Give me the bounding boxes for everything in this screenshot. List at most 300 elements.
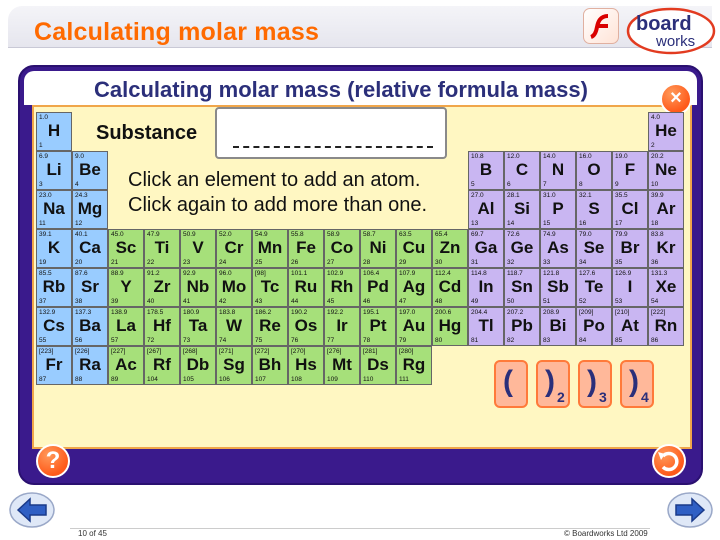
atomic-mass: 197.0 (399, 309, 416, 316)
element-ti-button[interactable] (144, 229, 180, 268)
close-bracket-4-button[interactable] (620, 360, 654, 408)
atomic-mass: 16.0 (579, 153, 592, 160)
element-p-button[interactable] (540, 190, 576, 229)
element-al-button[interactable] (468, 190, 504, 229)
element-bh-button[interactable] (252, 346, 288, 385)
atomic-mass: [209] (579, 309, 594, 316)
element-au-button[interactable] (396, 307, 432, 346)
atomic-mass: 127.6 (579, 270, 596, 277)
element-symbol: Mn (257, 238, 283, 257)
element-te-button[interactable] (576, 268, 612, 307)
atomic-mass: 63.5 (399, 231, 412, 238)
element-ag-button[interactable] (396, 268, 432, 307)
element-symbol: Zn (439, 238, 461, 257)
atomic-number: 31 (471, 259, 479, 266)
element-symbol: I (627, 277, 633, 296)
element-rh-button[interactable] (324, 268, 360, 307)
atomic-mass: 183.8 (219, 309, 236, 316)
atomic-number: 46 (363, 298, 371, 305)
atomic-number: 21 (111, 259, 119, 266)
element-cd-button[interactable] (432, 268, 468, 307)
element-symbol: B (479, 160, 493, 179)
element-mt-button[interactable] (324, 346, 360, 385)
element-c-button[interactable] (504, 151, 540, 190)
atomic-mass: [268] (183, 348, 198, 355)
element-bi-button[interactable] (540, 307, 576, 346)
atomic-number: 110 (363, 376, 374, 383)
element-fe-button[interactable] (288, 229, 324, 268)
element-symbol: Tl (478, 316, 494, 335)
atomic-number: 86 (651, 337, 659, 344)
element-cl-button[interactable] (612, 190, 648, 229)
element-symbol: Mo (221, 277, 247, 296)
element-nb-button[interactable] (180, 268, 216, 307)
element-po-button[interactable] (576, 307, 612, 346)
atomic-mass: 112.4 (435, 270, 451, 277)
substance-divider (233, 146, 433, 148)
element-rn-button[interactable] (648, 307, 684, 346)
element-la-button[interactable] (108, 307, 144, 346)
atomic-mass: [281] (363, 348, 378, 355)
bracket-subscript: 3 (599, 389, 607, 405)
atomic-mass: 74.9 (543, 231, 556, 238)
element-symbol: Y (120, 277, 132, 296)
atomic-number: 74 (219, 337, 227, 344)
close-bracket-2-button[interactable] (536, 360, 570, 408)
atomic-number: 4 (75, 181, 79, 188)
element-pb-button[interactable] (504, 307, 540, 346)
atomic-mass: 204.4 (471, 309, 488, 316)
atomic-number: 54 (651, 298, 659, 305)
atomic-number: 84 (579, 337, 587, 344)
element-symbol: Ru (294, 277, 318, 296)
atomic-number: 75 (255, 337, 263, 344)
atomic-mass: 12.0 (507, 153, 520, 160)
atomic-mass: 137.3 (75, 309, 92, 316)
atomic-mass: [227] (111, 348, 126, 355)
element-se-button[interactable] (576, 229, 612, 268)
element-ne-button[interactable] (648, 151, 684, 190)
atomic-mass: 28.1 (507, 192, 520, 199)
element-ds-button[interactable] (360, 346, 396, 385)
element-symbol: He (655, 121, 677, 140)
atomic-mass: 200.6 (435, 309, 452, 316)
element-i-button[interactable] (612, 268, 648, 307)
element-symbol: Ca (79, 238, 101, 257)
atomic-number: 104 (147, 376, 158, 383)
atomic-mass: [271] (219, 348, 234, 355)
atomic-number: 32 (507, 259, 515, 266)
atomic-number: 38 (75, 298, 83, 305)
atomic-mass: 96.0 (219, 270, 232, 277)
atomic-number: 49 (471, 298, 479, 305)
element-n-button[interactable] (540, 151, 576, 190)
atomic-number: 27 (327, 259, 335, 266)
atomic-number: 44 (291, 298, 299, 305)
atomic-mass: 107.9 (399, 270, 416, 277)
atomic-mass: [276] (327, 348, 342, 355)
element-symbol: Hs (295, 355, 317, 374)
atomic-mass: 102.9 (327, 270, 344, 277)
element-mn-button[interactable] (252, 229, 288, 268)
atomic-mass: 190.2 (291, 309, 308, 316)
atomic-mass: 58.7 (363, 231, 376, 238)
element-symbol: Ir (336, 316, 348, 335)
atomic-mass: [226] (75, 348, 90, 355)
bracket-symbol: ) (545, 365, 555, 398)
atomic-mass: 192.2 (327, 309, 344, 316)
atomic-number: 48 (435, 298, 443, 305)
atomic-mass: 92.9 (183, 270, 196, 277)
atomic-number: 9 (615, 181, 619, 188)
element-symbol: Te (584, 277, 604, 296)
element-os-button[interactable] (288, 307, 324, 346)
atomic-number: 78 (363, 337, 371, 344)
substance-label: Substance (96, 122, 198, 144)
element-symbol: Cr (224, 238, 244, 257)
element-na-button[interactable] (36, 190, 72, 229)
element-cr-button[interactable] (216, 229, 252, 268)
atomic-number: 52 (579, 298, 587, 305)
element-pd-button[interactable] (360, 268, 396, 307)
atomic-mass: 39.9 (651, 192, 664, 199)
element-symbol: N (551, 160, 565, 179)
element-symbol: Ti (154, 238, 170, 257)
element-ba-button[interactable] (72, 307, 108, 346)
atomic-number: 24 (219, 259, 227, 266)
atomic-mass: 69.7 (471, 231, 484, 238)
atomic-mass: 180.9 (183, 309, 200, 316)
help-button[interactable]: ? (36, 444, 70, 478)
atomic-number: 13 (471, 220, 479, 227)
atomic-mass: 14.0 (543, 153, 556, 160)
element-h-button[interactable] (36, 112, 72, 151)
element-ru-button[interactable] (288, 268, 324, 307)
element-symbol: Mt (332, 355, 352, 374)
atomic-mass: 208.9 (543, 309, 560, 316)
element-cu-button[interactable] (396, 229, 432, 268)
element-o-button[interactable] (576, 151, 612, 190)
reset-button[interactable] (652, 444, 686, 478)
atomic-mass: [210] (615, 309, 630, 316)
element-ge-button[interactable] (504, 229, 540, 268)
element-symbol: Sn (511, 277, 533, 296)
element-ta-button[interactable] (180, 307, 216, 346)
element-symbol: Sr (81, 277, 99, 296)
atomic-mass: 45.0 (111, 231, 124, 238)
element-symbol: F (624, 160, 636, 179)
element-symbol: K (47, 238, 61, 257)
atomic-mass: 4.0 (651, 114, 661, 121)
element-symbol: Br (620, 238, 640, 257)
atomic-mass: 31.0 (543, 192, 556, 199)
element-symbol: Cs (43, 316, 65, 335)
atomic-number: 82 (507, 337, 515, 344)
atomic-number: 35 (615, 259, 623, 266)
atomic-number: 36 (651, 259, 659, 266)
instruction-line-2: Click again to add more than one. (128, 194, 428, 216)
atomic-mass: 88.9 (111, 270, 124, 277)
element-mo-button[interactable] (216, 268, 252, 307)
atomic-number: 79 (399, 337, 407, 344)
element-w-button[interactable] (216, 307, 252, 346)
element-ga-button[interactable] (468, 229, 504, 268)
element-re-button[interactable] (252, 307, 288, 346)
bracket-symbol: ( (503, 365, 513, 398)
atomic-number: 5 (471, 181, 475, 188)
element-xe-button[interactable] (648, 268, 684, 307)
element-symbol: Ba (79, 316, 101, 335)
element-symbol: Rg (402, 355, 426, 374)
atomic-mass: 9.0 (75, 153, 85, 160)
atomic-number: 40 (147, 298, 155, 305)
element-ac-button[interactable] (108, 346, 144, 385)
atomic-mass: 27.0 (471, 192, 484, 199)
element-symbol: Be (79, 160, 101, 179)
atomic-mass: 19.0 (615, 153, 628, 160)
atomic-number: 34 (579, 259, 587, 266)
bracket-symbol: ) (629, 365, 639, 398)
atomic-mass: 79.0 (579, 231, 592, 238)
atomic-mass: 39.1 (39, 231, 52, 238)
atomic-mass: 91.2 (147, 270, 160, 277)
atomic-mass: 126.9 (615, 270, 632, 277)
element-br-button[interactable] (612, 229, 648, 268)
element-symbol: Bi (549, 316, 567, 335)
element-hg-button[interactable] (432, 307, 468, 346)
atomic-number: 33 (543, 259, 551, 266)
atomic-number: 53 (615, 298, 623, 305)
element-symbol: Xe (655, 277, 677, 296)
element-symbol: As (547, 238, 569, 257)
atomic-mass: 54.9 (255, 231, 268, 238)
element-symbol: Pd (367, 277, 389, 296)
atomic-number: 107 (255, 376, 266, 383)
atomic-number: 47 (399, 298, 407, 305)
element-fr-button[interactable] (36, 346, 72, 385)
atomic-mass: 186.2 (255, 309, 272, 316)
element-symbol: Si (513, 199, 531, 218)
atomic-number: 39 (111, 298, 119, 305)
element-symbol: Zr (153, 277, 171, 296)
atomic-number: 73 (183, 337, 191, 344)
element-symbol: Re (259, 316, 281, 335)
element-symbol: Ne (655, 160, 677, 179)
atomic-number: 45 (327, 298, 335, 305)
boardworks-logo (626, 5, 716, 55)
element-si-button[interactable] (504, 190, 540, 229)
element-ra-button[interactable] (72, 346, 108, 385)
element-symbol: Os (294, 316, 318, 335)
element-symbol: Rh (330, 277, 354, 296)
element-symbol: Hf (153, 316, 171, 335)
element-symbol: Rn (654, 316, 678, 335)
element-symbol: Fr (45, 355, 63, 374)
atomic-number: 108 (291, 376, 302, 383)
element-sc-button[interactable] (108, 229, 144, 268)
atomic-number: 26 (291, 259, 299, 266)
element-y-button[interactable] (108, 268, 144, 307)
logo-text-top: board (636, 13, 692, 35)
flash-logo-icon (583, 8, 619, 44)
atomic-mass: 55.8 (291, 231, 304, 238)
element-sg-button[interactable] (216, 346, 252, 385)
element-symbol: Rb (42, 277, 66, 296)
panel-header (24, 71, 697, 105)
element-tc-button[interactable] (252, 268, 288, 307)
atomic-number: 51 (543, 298, 551, 305)
element-symbol: Ar (656, 199, 676, 218)
element-ca-button[interactable] (72, 229, 108, 268)
element-co-button[interactable] (324, 229, 360, 268)
element-zn-button[interactable] (432, 229, 468, 268)
atomic-mass: 83.8 (651, 231, 664, 238)
atomic-number: 11 (39, 220, 46, 227)
atomic-number: 15 (543, 220, 551, 227)
element-s-button[interactable] (576, 190, 612, 229)
element-b-button[interactable] (468, 151, 504, 190)
bracket-subscript: 4 (641, 389, 649, 405)
atomic-mass: [223] (39, 348, 54, 355)
element-symbol: Ac (115, 355, 137, 374)
atomic-number: 18 (651, 220, 659, 227)
element-kr-button[interactable] (648, 229, 684, 268)
element-rb-button[interactable] (36, 268, 72, 307)
element-sr-button[interactable] (72, 268, 108, 307)
element-symbol: H (47, 121, 61, 140)
atomic-number: 28 (363, 259, 371, 266)
atomic-mass: 87.6 (75, 270, 88, 277)
bracket-subscript: 2 (557, 389, 565, 405)
atomic-mass: 121.8 (543, 270, 560, 277)
close-bracket-3-button[interactable] (578, 360, 612, 408)
atomic-mass: 65.4 (435, 231, 448, 238)
element-ni-button[interactable] (360, 229, 396, 268)
atomic-number: 14 (507, 220, 515, 227)
atomic-number: 17 (615, 220, 623, 227)
element-db-button[interactable] (180, 346, 216, 385)
element-hs-button[interactable] (288, 346, 324, 385)
atomic-number: 41 (183, 298, 191, 305)
element-tl-button[interactable] (468, 307, 504, 346)
previous-slide-button[interactable] (8, 490, 56, 530)
element-v-button[interactable] (180, 229, 216, 268)
element-symbol: Pt (369, 316, 387, 335)
element-at-button[interactable] (612, 307, 648, 346)
element-symbol: Cd (438, 277, 462, 296)
element-rf-button[interactable] (144, 346, 180, 385)
element-in-button[interactable] (468, 268, 504, 307)
element-symbol: Fe (296, 238, 316, 257)
element-symbol: Na (43, 199, 65, 218)
atomic-number: 55 (39, 337, 47, 344)
atomic-mass: [270] (291, 348, 306, 355)
atomic-number: 2 (651, 142, 655, 149)
element-f-button[interactable] (612, 151, 648, 190)
atomic-mass: 23.0 (39, 192, 52, 199)
element-symbol: Db (186, 355, 210, 374)
atomic-mass: 1.0 (39, 114, 49, 121)
atomic-number: 72 (147, 337, 155, 344)
next-slide-button[interactable] (666, 490, 714, 530)
element-as-button[interactable] (540, 229, 576, 268)
atomic-number: 85 (615, 337, 623, 344)
element-rg-button[interactable] (396, 346, 432, 385)
element-symbol: O (587, 160, 601, 179)
element-li-button[interactable] (36, 151, 72, 190)
atomic-mass: [267] (147, 348, 162, 355)
atomic-mass: 101.1 (291, 270, 308, 277)
element-ar-button[interactable] (648, 190, 684, 229)
reset-icon (654, 446, 684, 476)
element-sn-button[interactable] (504, 268, 540, 307)
atomic-number: 111 (399, 376, 409, 383)
element-he-button[interactable] (648, 112, 684, 151)
element-mg-button[interactable] (72, 190, 108, 229)
element-symbol: Bh (258, 355, 282, 374)
atomic-number: 56 (75, 337, 83, 344)
element-symbol: Rf (153, 355, 171, 374)
atomic-number: 76 (291, 337, 299, 344)
element-hf-button[interactable] (144, 307, 180, 346)
atomic-mass: 47.9 (147, 231, 160, 238)
atomic-number: 12 (75, 220, 83, 227)
atomic-mass: 79.9 (615, 231, 628, 238)
element-cs-button[interactable] (36, 307, 72, 346)
close-button[interactable]: × (660, 83, 692, 115)
panel-title: Calculating molar mass (relative formula mass) (94, 77, 588, 102)
element-symbol: Sb (547, 277, 569, 296)
atomic-number: 109 (327, 376, 338, 383)
atomic-number: 88 (75, 376, 83, 383)
element-be-button[interactable] (72, 151, 108, 190)
element-symbol: Cu (402, 238, 426, 257)
atomic-mass: [272] (255, 348, 270, 355)
atomic-mass: 72.6 (507, 231, 520, 238)
element-symbol: Tc (260, 277, 280, 296)
element-sb-button[interactable] (540, 268, 576, 307)
atomic-number: 89 (111, 376, 119, 383)
element-ir-button[interactable] (324, 307, 360, 346)
atomic-number: 80 (435, 337, 443, 344)
atomic-mass: 106.4 (363, 270, 380, 277)
element-symbol: Ds (367, 355, 389, 374)
atomic-number: 57 (111, 337, 119, 344)
arrow-right-icon (666, 490, 714, 530)
atomic-number: 22 (147, 259, 155, 266)
instruction-line-1: Click an element to add an atom. (128, 169, 421, 191)
element-symbol: V (192, 238, 204, 257)
atomic-mass: 6.9 (39, 153, 49, 160)
element-k-button[interactable] (36, 229, 72, 268)
element-pt-button[interactable] (360, 307, 396, 346)
atomic-number: 81 (471, 337, 479, 344)
atomic-mass: 20.2 (651, 153, 664, 160)
element-zr-button[interactable] (144, 268, 180, 307)
atomic-mass: 138.9 (111, 309, 128, 316)
atomic-mass: 35.5 (615, 192, 628, 199)
atomic-mass: 40.1 (75, 231, 88, 238)
element-symbol: C (515, 160, 529, 179)
element-symbol: Se (583, 238, 605, 257)
open-bracket-button[interactable] (494, 360, 528, 408)
element-symbol: Sc (115, 238, 137, 257)
atomic-mass: [222] (651, 309, 666, 316)
copyright: © Boardworks Ltd 2009 (564, 529, 648, 538)
atomic-number: 29 (399, 259, 407, 266)
atomic-number: 87 (39, 376, 47, 383)
atomic-mass: 178.5 (147, 309, 164, 316)
